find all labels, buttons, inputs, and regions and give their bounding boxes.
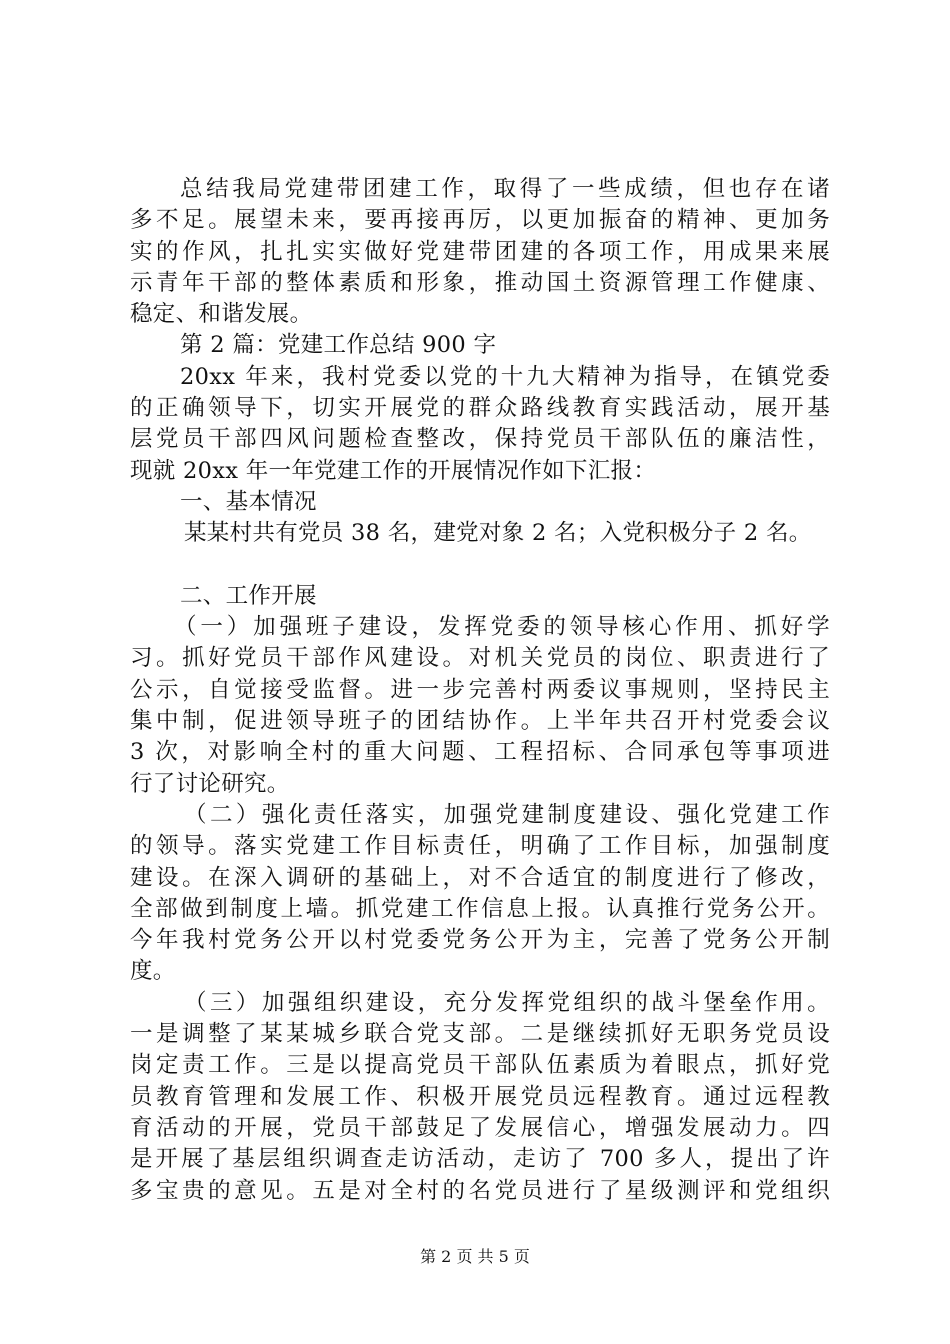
paragraph-line: 员教育管理和发展工作、积极开展党员远程教育。通过远程教 (130, 1083, 830, 1110)
paragraph-line: 集中制，促进领导班子的团结协作。上半年共召开村党委会议 (130, 708, 830, 735)
section-heading: 二、工作开展 (180, 582, 317, 609)
paragraph-line: 育活动的开展，党员干部鼓足了发展信心，增强发展动力。四 (130, 1114, 830, 1141)
paragraph-line: 的领导。落实党建工作目标责任，明确了工作目标，加强制度 (130, 833, 830, 860)
paragraph-line: 行了讨论研究。 (130, 770, 290, 797)
paragraph-line: （二）强化责任落实，加强党建制度建设、强化党建工作 (184, 801, 830, 828)
paragraph-line: 岗定责工作。三是以提高党员干部队伍素质为着眼点，抓好党 (130, 1052, 830, 1079)
paragraph-line: 示青年干部的整体素质和形象，推动国土资源管理工作健康、 (130, 269, 830, 296)
paragraph-line: 稳定、和谐发展。 (130, 301, 313, 328)
paragraph-line: 全部做到制度上墙。抓党建工作信息上报。认真推行党务公开。 (130, 895, 830, 922)
paragraph-line: 建设。在深入调研的基础上，对不合适宜的制度进行了修改， (130, 864, 830, 891)
paragraph-line: 度。 (130, 958, 176, 985)
paragraph-line: 的正确领导下，切实开展党的群众路线教育实践活动，展开基 (130, 395, 830, 422)
paragraph-line: 多宝贵的意见。五是对全村的名党员进行了星级测评和党组织 (130, 1177, 830, 1204)
paragraph-line: （一）加强班子建设，发挥党委的领导核心作用、抓好学 (174, 614, 830, 641)
paragraph-line: 现就 20xx 年一年党建工作的开展情况作如下汇报： (130, 457, 657, 484)
paragraph-line: 层党员干部四风问题检查整改，保持党员干部队伍的廉洁性， (130, 426, 830, 453)
paragraph-line: 多不足。展望未来，要再接再厉，以更加振奋的精神、更加务 (130, 207, 830, 234)
document-body (130, 174, 830, 1207)
paragraph-line: （三）加强组织建设，充分发挥党组织的战斗堡垒作用。 (184, 989, 830, 1016)
paragraph-line: 一是调整了某某城乡联合党支部。二是继续抓好无职务党员设 (130, 1021, 830, 1048)
paragraph-line: 公示，自觉接受监督。进一步完善村两委议事规则，坚持民主 (130, 676, 830, 703)
paragraph-line: 20xx 年来，我村党委以党的十九大精神为指导，在镇党委 (180, 363, 830, 390)
paragraph-line: 3 次，对影响全村的重大问题、工程招标、合同承包等事项进 (130, 739, 830, 766)
paragraph-line: 某某村共有党员 38 名，建党对象 2 名；入党积极分子 2 名。 (184, 520, 812, 547)
section-heading: 一、基本情况 (180, 488, 317, 515)
blank-line (130, 550, 830, 581)
paragraph-line: 总结我局党建带团建工作，取得了一些成绩，但也存在诸 (180, 176, 830, 202)
section-heading: 第 2 篇：党建工作总结 900 字 (180, 332, 497, 359)
page-footer: 第 2 页 共 5 页 (420, 1247, 530, 1266)
paragraph-line: 今年我村党务公开以村党委党务公开为主，完善了党务公开制 (130, 927, 830, 954)
paragraph-line: 是开展了基层组织调查走访活动，走访了 700 多人，提出了许 (130, 1146, 830, 1173)
paragraph-line: 习。抓好党员干部作风建设。对机关党员的岗位、职责进行了 (130, 645, 830, 672)
paragraph-line: 实的作风，扎扎实实做好党建带团建的各项工作，用成果来展 (130, 238, 830, 265)
